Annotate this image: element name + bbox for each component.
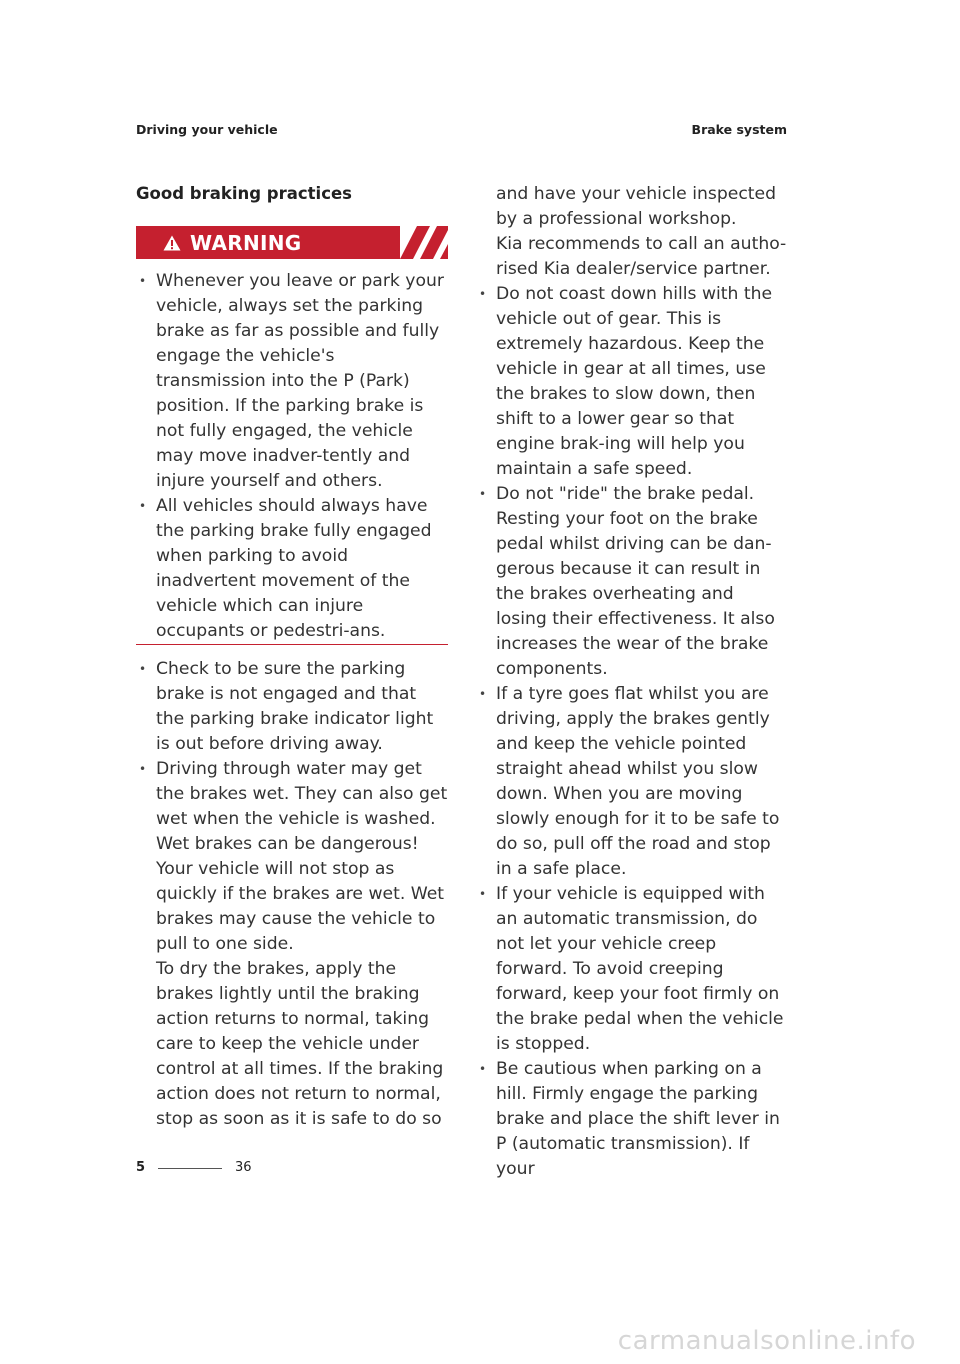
- footer-page-number: 36: [235, 1160, 252, 1175]
- list-item: • Do not "ride" the brake pedal. Resting your foot on the brake pedal whilst driving can be dan-gerous because it can result in the brakes overheating and losing their effectiveness. It also increases the wear of the brake components.: [476, 482, 788, 682]
- list-item-text: • Driving through water may get the brakes wet. They can also get wet when the vehicle is washed. Wet brakes can be dangerous! Your vehicle will not stop as quickly if the brakes are wet. Wet brakes may cause the vehicle to pull to one side.: [156, 759, 448, 954]
- watermark: carmanualsonline.info: [617, 1326, 916, 1356]
- continuation-extra: Kia recommends to call an autho-rised Kia dealer/service partner.: [496, 234, 787, 279]
- footer-rule: [158, 1168, 222, 1169]
- left-bullet-list: [136, 657, 448, 1132]
- right-bullet-list: [476, 282, 788, 1182]
- list-item: • Be cautious when parking on a hill. Firmly engage the parking brake and place the shift lever in P (automatic transmission). If your: [476, 1057, 788, 1182]
- list-item: [136, 657, 448, 757]
- warning-item: • All vehicles should always have the parking brake fully engaged when parking to avoid inadvertent movement of the vehicle which can injure occupants or pedestri-ans.: [136, 494, 448, 644]
- right-column: [476, 180, 788, 1182]
- warning-list: [136, 269, 448, 644]
- left-column: [136, 180, 448, 1132]
- list-item-text: • Check to be sure the parking brake is not engaged and that the parking brake indicator light is out before driving away.: [156, 659, 434, 754]
- running-header-chapter: Driving your vehicle: [136, 122, 278, 137]
- warning-label: WARNING: [190, 230, 302, 255]
- warning-item: • Whenever you leave or park your vehicle, always set the parking brake as far as possible and fully engage the vehicle's transmission into the P (Park) position. If the parking brake is not fully engaged, the vehicle may move inadver-tently and injure yourself and others.: [136, 269, 448, 494]
- continuation-text: and have your vehicle inspected by a professional workshop.: [496, 184, 777, 229]
- section-title: Good braking practices: [136, 184, 352, 203]
- footer-chapter-number: 5: [136, 1160, 146, 1175]
- list-item: • If your vehicle is equipped with an automatic transmission, do not let your vehicle creep forward. To avoid creeping forward, keep your foot firmly on the brake pedal when the vehicle is stopped.: [476, 882, 788, 1057]
- running-header-section: Brake system: [691, 122, 787, 137]
- hazard-stripes-icon: [400, 226, 448, 259]
- list-item: • Do not coast down hills with the vehicle out of gear. This is extremely hazardous. Keep the vehicle in gear at all times, use the brakes to slow down, then shift to a lower gear so that engine brak-ing will help you maintain a safe speed.: [476, 282, 788, 482]
- list-item: [136, 757, 448, 1132]
- warning-divider: [136, 644, 448, 645]
- list-item: • If a tyre goes flat whilst you are driving, apply the brakes gently and keep the vehicle pointed straight ahead whilst you slow down. When you are moving slowly enough for it to be safe to do so, pull off the road and stop in a safe place.: [476, 682, 788, 882]
- warning-triangle-icon: [163, 235, 181, 251]
- warning-banner: [136, 226, 448, 259]
- list-item-extra: To dry the brakes, apply the brakes lightly until the braking action returns to normal, taking care to keep the vehicle under control at all times. If the braking action does not return to normal, stop as soon as it is safe to do so: [156, 959, 444, 1129]
